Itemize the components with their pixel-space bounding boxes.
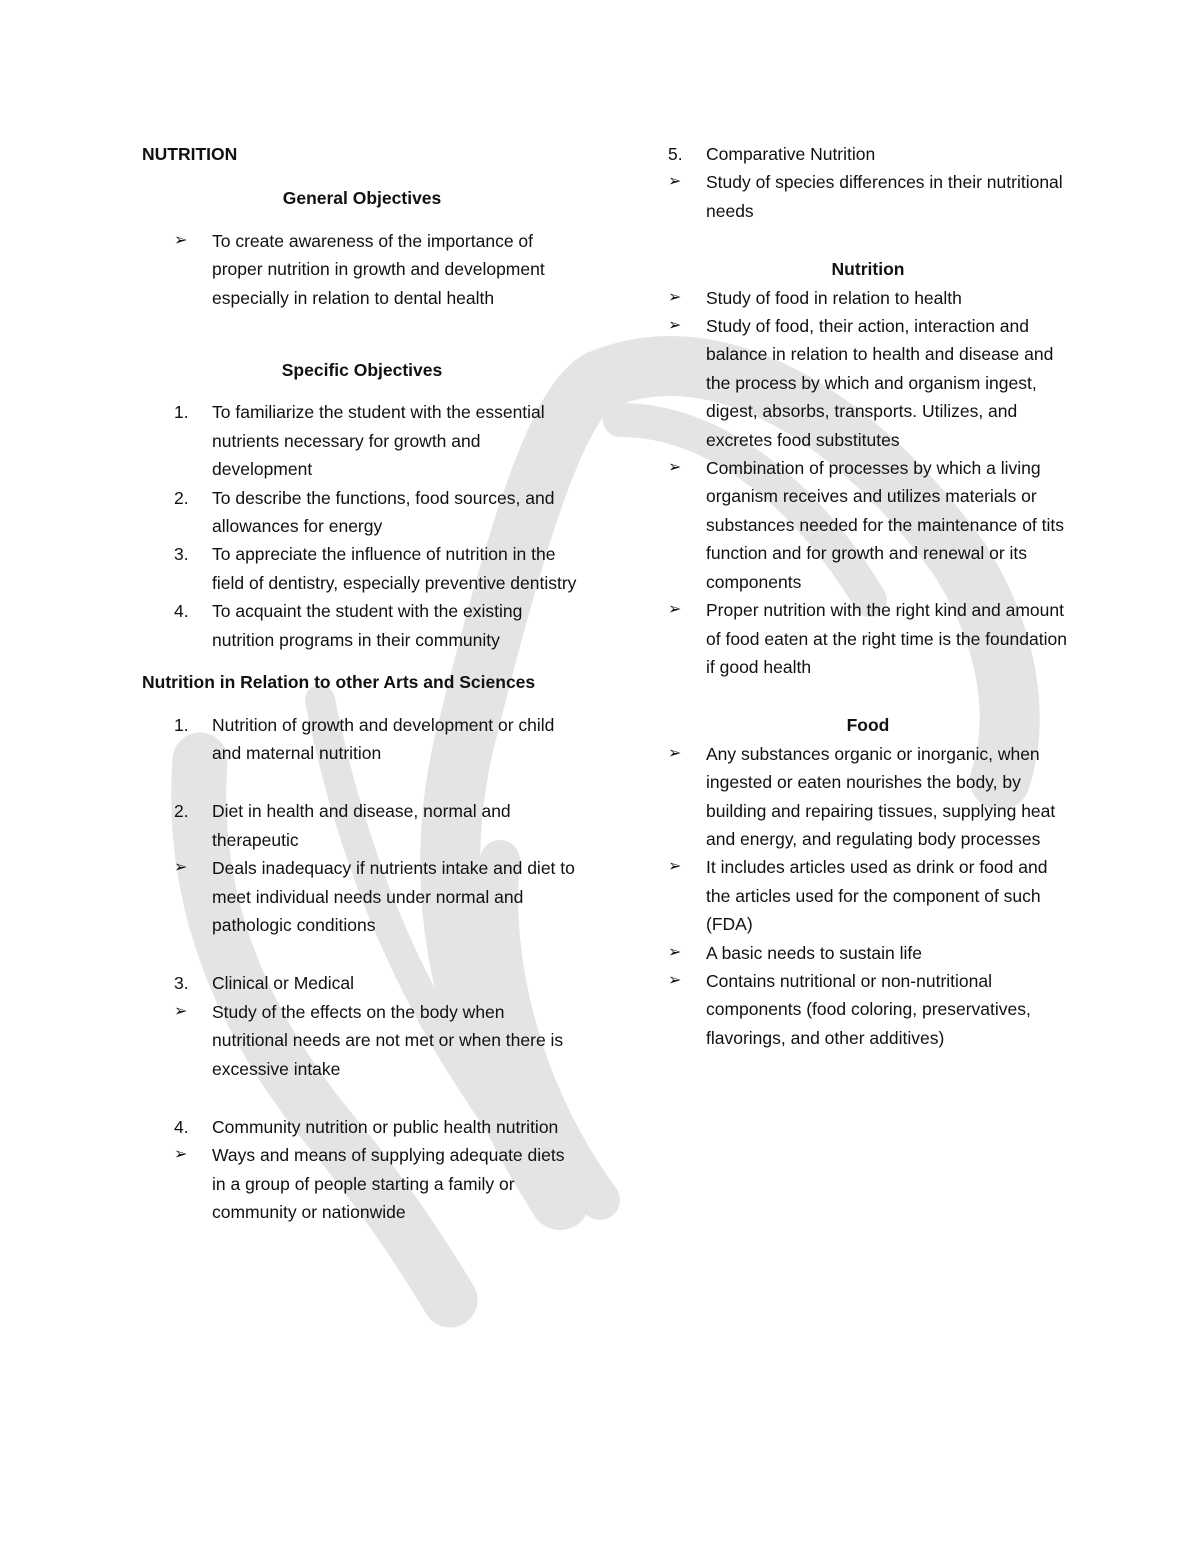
list-item (142, 854, 582, 939)
list-item (142, 227, 582, 312)
general-objective-text: To create awareness of the importance of proper nutrition in growth and development especially in relation to dental health (212, 230, 545, 308)
list-item-text: Diet in health and disease, normal and therapeutic (212, 801, 511, 850)
bullet-text: Deals inadequacy if nutrients intake and diet to meet individual needs under normal and pathologic conditions (212, 858, 575, 935)
bullet-text: Combination of processes by which a living organism receives and utilizes materials or substances needed for the maintenance of tits function and for growth and renewal or its components (706, 458, 1065, 592)
list-number: 2. (174, 801, 189, 822)
arrowhead-bullet-icon: ➢ (174, 231, 188, 249)
document-title: NUTRITION (142, 144, 238, 164)
arrowhead-bullet-icon: ➢ (668, 601, 682, 619)
list-item (668, 853, 1068, 938)
list-item-text: Nutrition of growth and development or child and maternal nutrition (212, 714, 555, 763)
list-item (142, 998, 582, 1083)
list-number: 4. (174, 1116, 189, 1137)
list-item-text: Community nutrition or public health nutrition (212, 1116, 559, 1137)
list-item (668, 740, 1068, 854)
bullet-text: Study of food, their action, interaction and balance in relation to health and disease and the process by which and organism ingest, digest, absorbs, transports. Utilizes, and excretes food substitutes (706, 316, 1054, 450)
list-item (668, 596, 1068, 681)
list-item (668, 168, 1068, 225)
list-item (668, 140, 1068, 168)
arrowhead-bullet-icon: ➢ (668, 971, 682, 989)
list-item (142, 797, 582, 854)
arrowhead-bullet-icon: ➢ (668, 288, 682, 306)
list-item (142, 540, 582, 597)
arrowhead-bullet-icon: ➢ (668, 173, 682, 191)
list-number: 1. (174, 402, 189, 423)
arrowhead-bullet-icon: ➢ (668, 459, 682, 477)
list-item (142, 711, 582, 768)
arrowhead-bullet-icon: ➢ (174, 1002, 188, 1020)
list-item (142, 1113, 582, 1141)
list-item-text: To acquaint the student with the existing nutrition programs in their community (212, 601, 523, 650)
list-number: 5. (668, 144, 683, 164)
arrowhead-bullet-icon: ➢ (174, 1146, 188, 1164)
bullet-text: It includes articles used as drink or food and the articles used for the component of such (FDA) (706, 857, 1048, 935)
bullet-text: Contains nutritional or non-nutritional components (food coloring, preservatives, flavorings, and other additives) (706, 970, 1031, 1048)
relation-heading: Nutrition in Relation to other Arts and Sciences (142, 672, 536, 693)
arrowhead-bullet-icon: ➢ (174, 859, 188, 877)
food-heading: Food (846, 715, 890, 736)
list-item (142, 398, 582, 483)
specific-objectives-heading: Specific Objectives (281, 360, 443, 381)
nutrition-heading: Nutrition (831, 259, 905, 280)
list-item (668, 967, 1068, 1052)
list-number: 3. (174, 973, 189, 994)
bullet-text: A basic needs to sustain life (706, 942, 922, 963)
list-item (142, 969, 582, 997)
arrowhead-bullet-icon: ➢ (668, 744, 682, 762)
list-number: 4. (174, 601, 189, 622)
list-item-text: To familiarize the student with the essential nutrients necessary for growth and development (212, 402, 545, 480)
bullet-text: Study of food in relation to health (706, 287, 962, 308)
arrowhead-bullet-icon: ➢ (668, 317, 682, 335)
list-item-text: To appreciate the influence of nutrition in the field of dentistry, especially preventive dentistry (212, 544, 577, 593)
list-item (142, 484, 582, 541)
list-item (668, 454, 1068, 596)
list-item-text: Comparative Nutrition (706, 144, 876, 164)
arrowhead-bullet-icon: ➢ (668, 943, 682, 961)
list-number: 2. (174, 487, 189, 508)
bullet-text: Proper nutrition with the right kind and amount of food eaten at the right time is the foundation if good health (706, 600, 1067, 677)
bullet-text: Ways and means of supplying adequate diets in a group of people starting a family or community or nationwide (212, 1145, 565, 1223)
bullet-text: Any substances organic or inorganic, when ingested or eaten nourishes the body, by building and repairing tissues, supplying heat and energy, and regulating body processes (706, 743, 1056, 849)
bullet-text: Study of species differences in their nutritional needs (706, 172, 1063, 221)
list-number: 3. (174, 544, 189, 565)
left-column (142, 140, 582, 1227)
list-item-text: To describe the functions, food sources, and allowances for energy (212, 487, 555, 537)
list-item (668, 939, 1068, 967)
list-item-text: Clinical or Medical (212, 973, 354, 994)
list-item (668, 284, 1068, 312)
list-number: 1. (174, 714, 189, 735)
list-item (142, 1141, 582, 1226)
bullet-text: Study of the effects on the body when nutritional needs are not met or when there is excessive intake (212, 1001, 564, 1079)
list-item (142, 597, 582, 654)
list-item (668, 312, 1068, 454)
general-objectives-heading: General Objectives (282, 188, 442, 209)
right-column (668, 140, 1068, 1052)
arrowhead-bullet-icon: ➢ (668, 858, 682, 876)
